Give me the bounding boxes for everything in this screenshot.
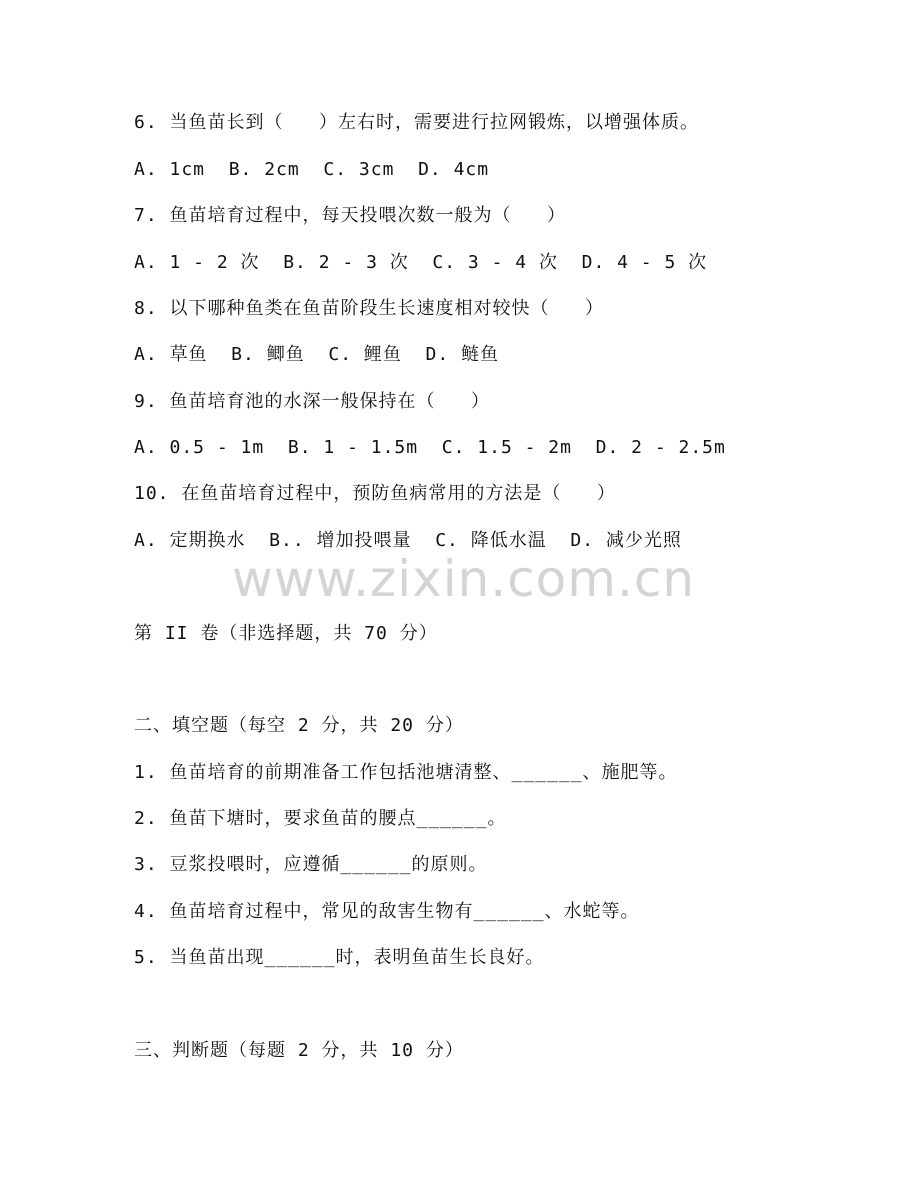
true-false-heading: 三、判断题（每题 2 分，共 10 分） bbox=[134, 1040, 464, 1061]
part-2-title: 第 II 卷（非选择题，共 70 分） bbox=[134, 623, 438, 644]
question-8-stem: 8. 以下哪种鱼类在鱼苗阶段生长速度相对较快（ ） bbox=[134, 298, 605, 319]
fill-in-item: 3. 豆浆投喂时，应遵循______的原则。 bbox=[134, 854, 488, 875]
fill-in-item: 2. 鱼苗下塘时，要求鱼苗的腰点______。 bbox=[134, 808, 507, 829]
fill-in-heading: 二、填空题（每空 2 分，共 20 分） bbox=[134, 715, 464, 736]
question-10-stem: 10. 在鱼苗培育过程中，预防鱼病常用的方法是（ ） bbox=[134, 483, 616, 504]
question-6-stem: 6. 当鱼苗长到（ ）左右时，需要进行拉网锻炼，以增强体质。 bbox=[134, 112, 700, 133]
fill-in-item: 5. 当鱼苗出现______时，表明鱼苗生长良好。 bbox=[134, 947, 545, 968]
fill-in-item: 1. 鱼苗培育的前期准备工作包括池塘清整、______、施肥等。 bbox=[134, 762, 678, 783]
fill-in-item: 4. 鱼苗培育过程中，常见的敌害生物有______、水蛇等。 bbox=[134, 901, 640, 922]
question-9-options: A. 0.5 - 1m B. 1 - 1.5m C. 1.5 - 2m D. 2 - 2.5m bbox=[134, 437, 726, 458]
question-7-stem: 7. 鱼苗培育过程中，每天投喂次数一般为（ ） bbox=[134, 205, 567, 226]
question-7-options: A. 1 - 2 次 B. 2 - 3 次 C. 3 - 4 次 D. 4 - 5 次 bbox=[134, 252, 708, 273]
question-10-options: A. 定期换水 B.. 增加投喂量 C. 降低水温 D. 减少光照 bbox=[134, 530, 682, 551]
watermark: www.zixin.com.cn bbox=[232, 550, 696, 608]
question-6-options: A. 1cm B. 2cm C. 3cm D. 4cm bbox=[134, 159, 490, 180]
question-8-options: A. 草鱼 B. 鲫鱼 C. 鲤鱼 D. 鲢鱼 bbox=[134, 344, 500, 365]
question-9-stem: 9. 鱼苗培育池的水深一般保持在（ ） bbox=[134, 391, 491, 412]
